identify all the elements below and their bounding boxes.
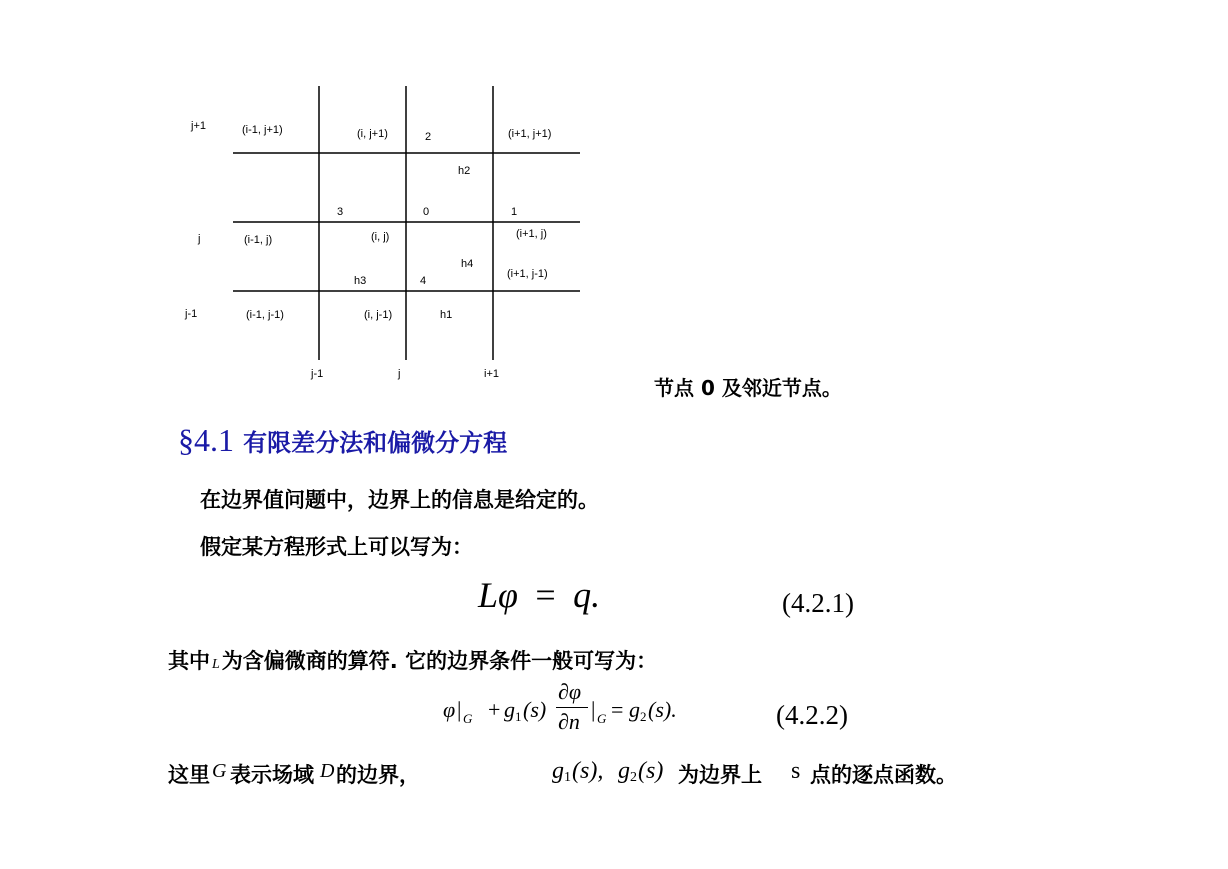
eq2-subscript-g-2: G [597, 711, 607, 726]
cell-label: (i+1, j) [516, 228, 547, 240]
node-label-4: 4 [420, 275, 427, 287]
node-label-2: 2 [425, 131, 432, 143]
p4-symbol-d: D [320, 760, 335, 782]
p4-c: 的边界， [336, 763, 420, 787]
paragraph-1: 在边界值问题中，边界上的信息是给定的。 [200, 488, 599, 512]
node-label-1: 1 [511, 206, 518, 218]
p3-operator-symbol: L [212, 657, 220, 672]
cell-label: (i, j) [371, 231, 390, 243]
p4-e: 点的逐点函数。 [810, 763, 957, 787]
p3-pre: 其中 [168, 649, 210, 673]
eq2-s: (s) [523, 697, 547, 722]
p4-s2: (s) [638, 758, 664, 784]
cell-label: (i-1, j) [244, 234, 273, 246]
eq2-g1: g [504, 697, 515, 722]
eq2-g2-sub: 2 [640, 709, 647, 724]
spacing-label-h3: h3 [354, 275, 367, 287]
eq1-equals: = [535, 575, 556, 615]
p4-a: 这里 [168, 763, 210, 787]
eq2-s2: (s). [648, 697, 677, 722]
eq2-equals: = [611, 697, 624, 722]
p4-g2-sub: 2 [630, 770, 637, 785]
row-label-j: j [198, 233, 201, 245]
col-label-j-minus-1: j-1 [311, 368, 324, 380]
node-label-0: 0 [423, 206, 430, 218]
spacing-label-h1: h1 [440, 309, 453, 321]
p4-s1: (s), [572, 758, 604, 784]
spacing-label-h4: h4 [461, 258, 474, 270]
col-label-j: j [398, 368, 401, 380]
cell-label: (i, j+1) [357, 128, 388, 140]
row-label-j-minus-1: j-1 [185, 308, 198, 320]
cell-label: (i, j-1) [364, 309, 393, 321]
p4-symbol-g: G [212, 760, 227, 782]
section-title: 有限差分法和偏微分方程 [243, 429, 508, 457]
equation-number-1: (4.2.1) [782, 588, 854, 618]
equation-number-2: (4.2.2) [776, 700, 848, 730]
spacing-label-h2: h2 [458, 165, 471, 177]
cell-label: (i-1, j-1) [246, 309, 284, 321]
section-number: §4.1 [178, 422, 234, 458]
paragraph-2: 假定某方程形式上可以写为： [200, 535, 473, 559]
eq2-g1-sub: 1 [515, 709, 522, 724]
paragraph-3 [168, 645, 657, 675]
cell-label: (i+1, j+1) [508, 128, 552, 140]
p4-g2: g [618, 758, 630, 784]
equation-4-2-1 [478, 574, 600, 616]
p4-d: 为边界上 [678, 763, 762, 787]
eq2-numerator: ∂φ [558, 679, 582, 704]
p4-b: 表示场域 [230, 763, 314, 787]
p4-g1-sub: 1 [564, 770, 571, 785]
eq1-rhs: q. [573, 575, 601, 615]
eq2-g2: g [629, 697, 640, 722]
p4-point-s: s [791, 758, 801, 784]
eq2-denominator: ∂n [558, 709, 580, 734]
row-label-j-plus-1: j+1 [191, 120, 206, 132]
figure-caption: 节点 0 及邻近节点。 [654, 376, 842, 400]
eq1-lhs: Lφ [478, 575, 518, 615]
node-label-3: 3 [337, 206, 344, 218]
p3-post: 为含偏微商的算符. 它的边界条件一般可写为： [221, 649, 658, 673]
eq2-fraction-bar [556, 707, 588, 708]
p4-g1: g [552, 758, 564, 784]
cell-label: (i-1, j+1) [242, 124, 283, 136]
col-label-i-plus-1: i+1 [484, 368, 499, 380]
section-heading [178, 422, 507, 459]
eq2-subscript-g: G [463, 711, 473, 726]
eq2-phi: φ [443, 697, 456, 722]
cell-label: (i+1, j-1) [507, 268, 548, 280]
eq2-plus: + [488, 697, 501, 722]
grid-lines [0, 0, 620, 400]
